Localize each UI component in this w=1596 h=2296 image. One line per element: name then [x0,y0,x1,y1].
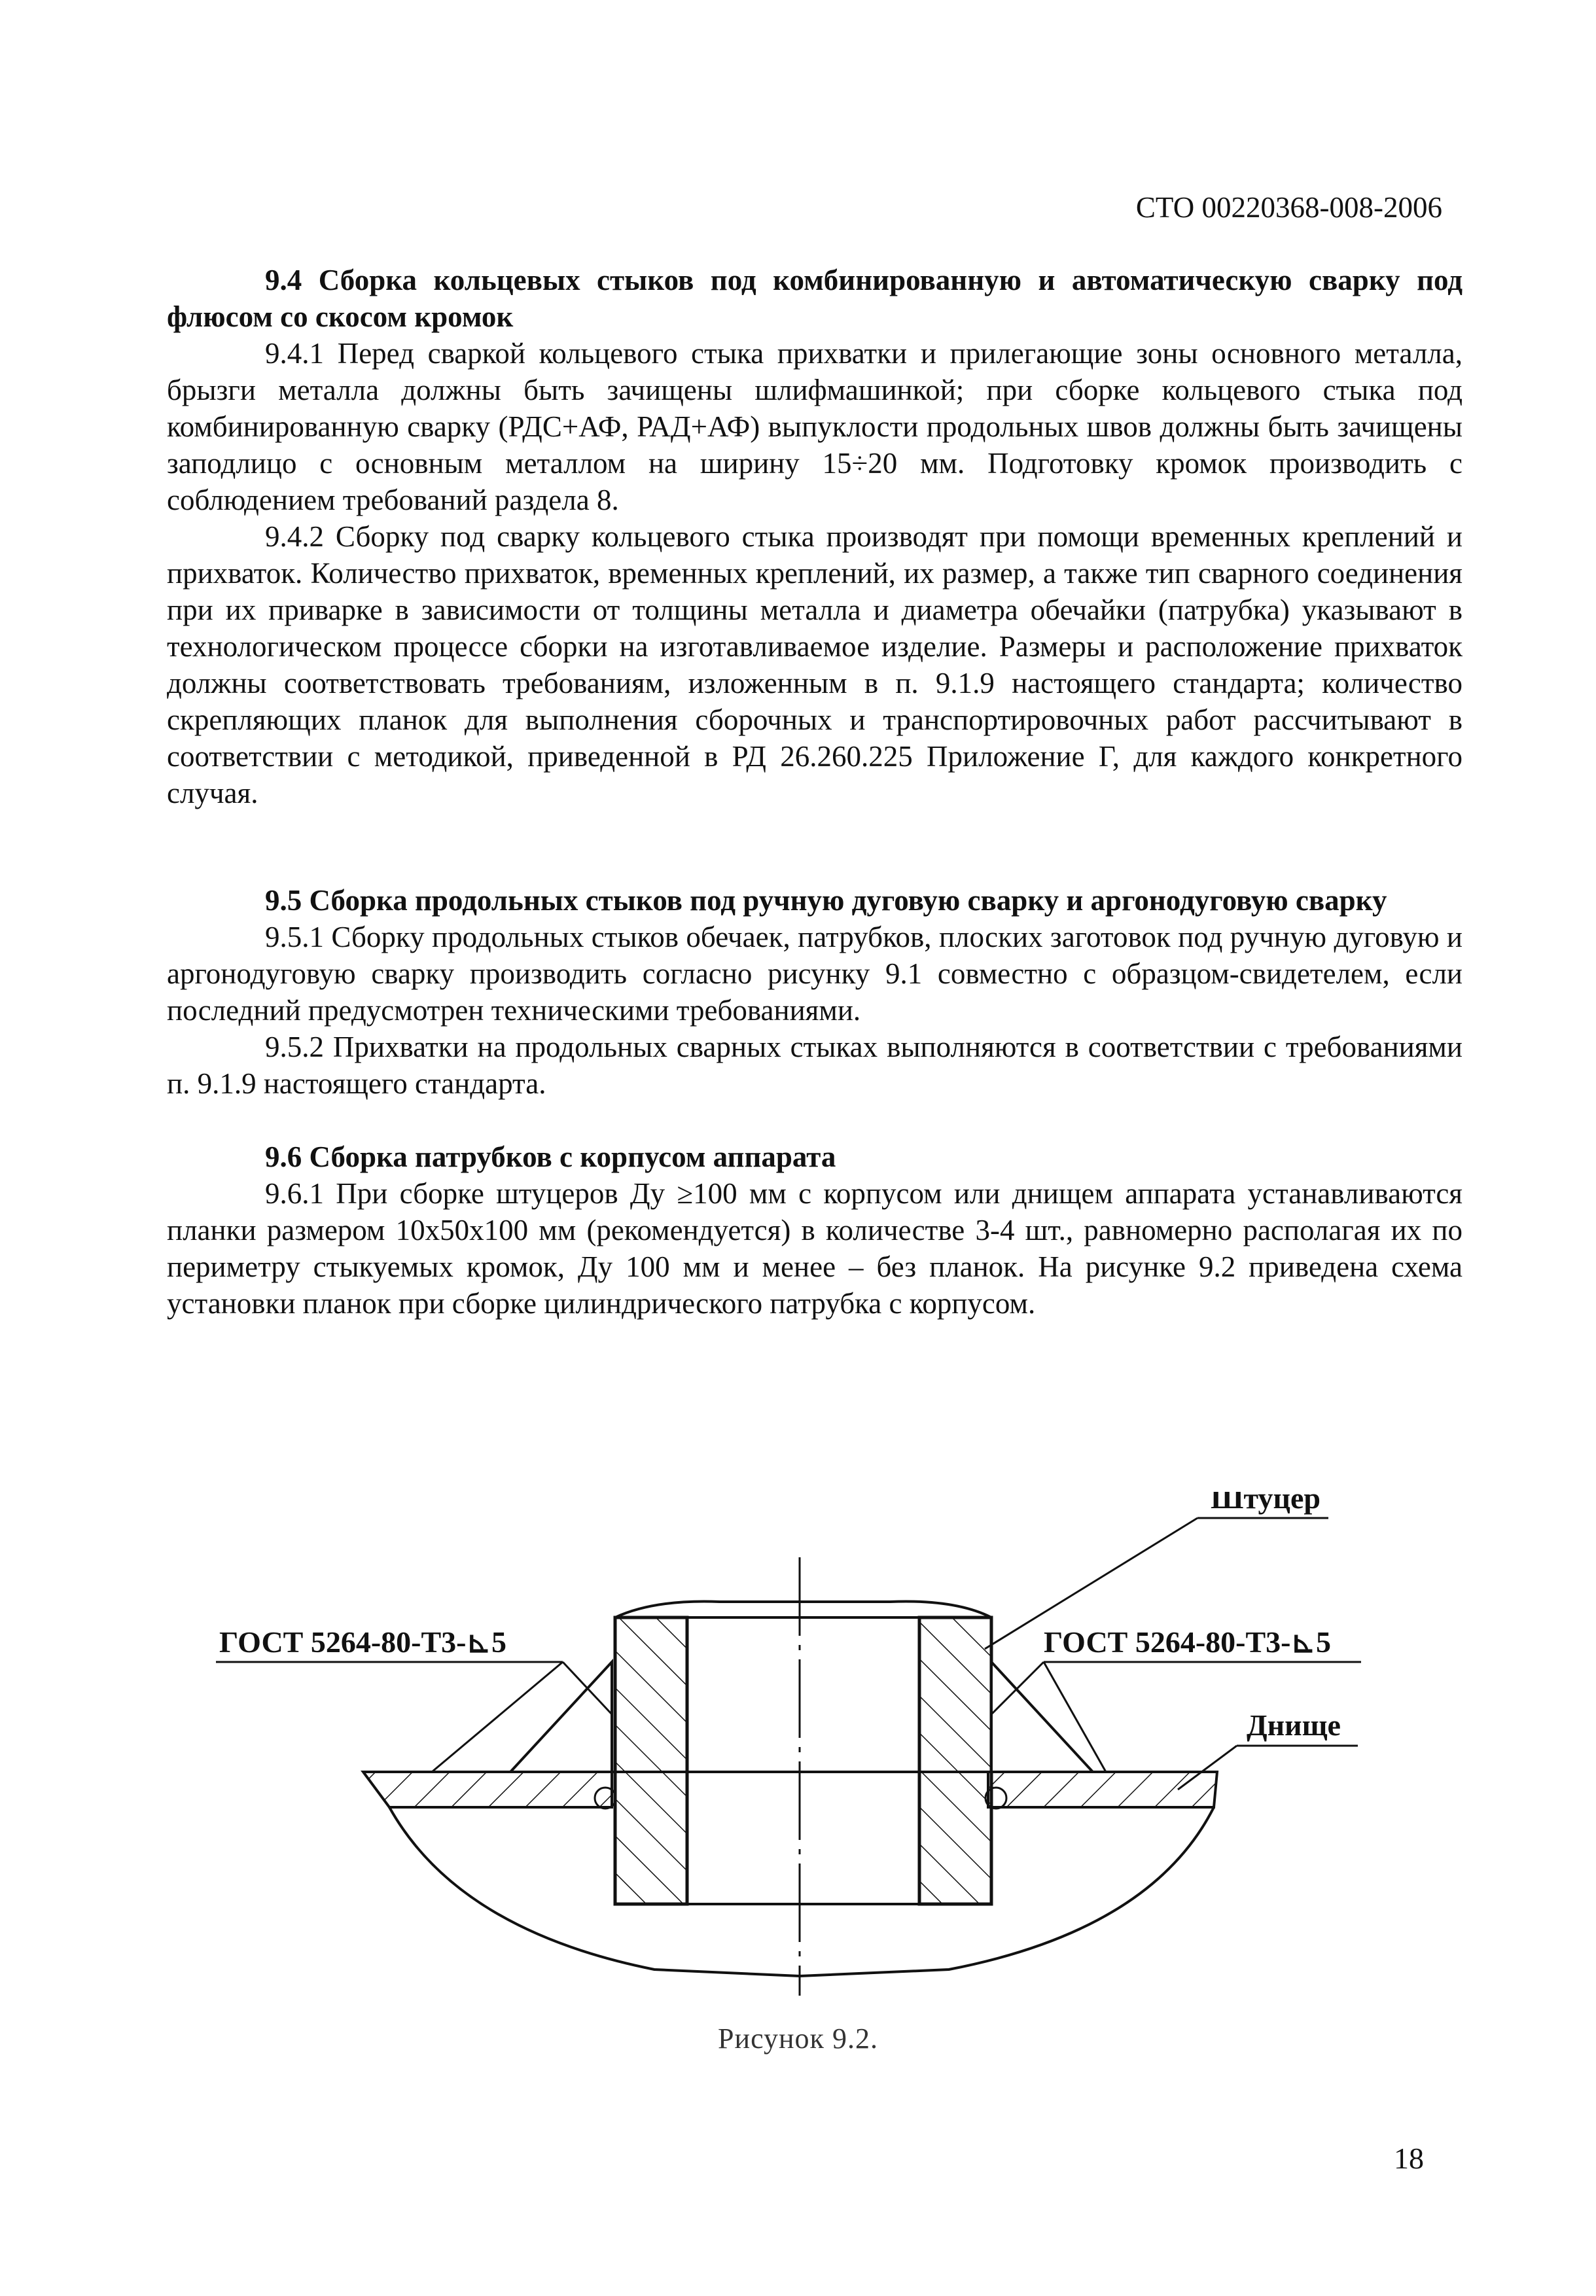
section-heading: 9.5 Сборка продольных стыков под ручную дуговую сварку и аргонодуговую сварку [265,884,1387,917]
paragraph-9-4-1: 9.4.1 Перед сваркой кольцевого стыка прихватки и прилегающие зоны основного металла, брызги металла должны быть зачищены шлифмашинкой; при сборке кольцевого стыка под комбинированную сварку (РДС+АФ, РАД+АФ) выпуклости продольных швов должны быть зачищены заподлицо с основным металлом на ширину 15÷20 мм. Подготовку кромок производить с соблюдением требований раздела 8. [167,337,1463,516]
label-weld-right: ГОСТ 5264-80-Т3-⊾5 [1044,1625,1332,1659]
nozzle-wall-left [615,1617,687,1904]
figure-caption: Рисунок 9.2. [718,2022,878,2055]
section-heading: 9.6 Сборка патрубков с корпусом аппарата [265,1140,836,1173]
paragraph-9-6-1: 9.6.1 При сборке штуцеров Ду ≥100 мм с корпусом или днищем аппарата устанавливаются планки размером 10x50x100 мм (рекомендуется) в количестве 3-4 шт., равномерно располагая их по периметру стыкуемых кромок, Ду 100 мм и менее – без планок. На рисунке 9.2 приведена схема установки планок при сборке цилиндрического патрубка с корпусом. [167,1177,1463,1320]
label-nozzle: Штуцер [1211,1492,1321,1515]
bottom-plate-left [363,1772,612,1807]
paragraph-9-5-2: 9.5.2 Прихватки на продольных сварных стыках выполняются в соответствии с требованиями п. 9.1.9 настоящего стандарта. [167,1031,1463,1100]
weld-left [510,1662,612,1772]
label-weld-left: ГОСТ 5264-80-Т3-⊾5 [219,1625,507,1659]
section-9-5 [167,882,1463,1102]
bottom-plate-right [988,1772,1217,1807]
section-9-6 [167,1139,1463,1322]
nozzle-wall-right [919,1617,991,1904]
weld-right [991,1662,1093,1772]
document-body [167,262,1463,1322]
figure-9-2 [0,1492,1596,2055]
page-number: 18 [1394,2142,1424,2175]
document-code: СТО 00220368-008-2006 [1135,191,1442,224]
section-9-4 [167,262,1463,811]
section-heading: 9.4 Сборка кольцевых стыков под комбинированную и автоматическую сварку под флюсом со скосом кромок [167,264,1463,333]
bottom-curve [389,1807,1214,1976]
paragraph-9-4-2: 9.4.2 Сборку под сварку кольцевого стыка производят при помощи временных креплений и прихваток. Количество прихваток, временных креплений, их размер, а также тип сварного соединения при их приварке в зависимости от толщины металла и диаметра обечайки (патрубка) указывают в технологическом процессе сборки на изготавливаемое изделие. Размеры и расположение прихваток должны соответствовать требованиям, изложенным в п. 9.1.9 настоящего стандарта; количество скрепляющих планок для выполнения сборочных и транспортировочных работ рассчитывают в соответствии с методикой, приведенной в РД 26.260.225 Приложение Г, для каждого конкретного случая. [167,520,1463,809]
nozzle-assembly-drawing [0,1492,1596,2055]
label-bottom: Днище [1247,1708,1341,1742]
paragraph-9-5-1: 9.5.1 Сборку продольных стыков обечаек, патрубков, плоских заготовок под ручную дуговую и аргонодуговую сварку производить согласно рисунку 9.1 совместно с образцом-свидетелем, если последний предусмотрен техническими требованиями. [167,921,1463,1027]
